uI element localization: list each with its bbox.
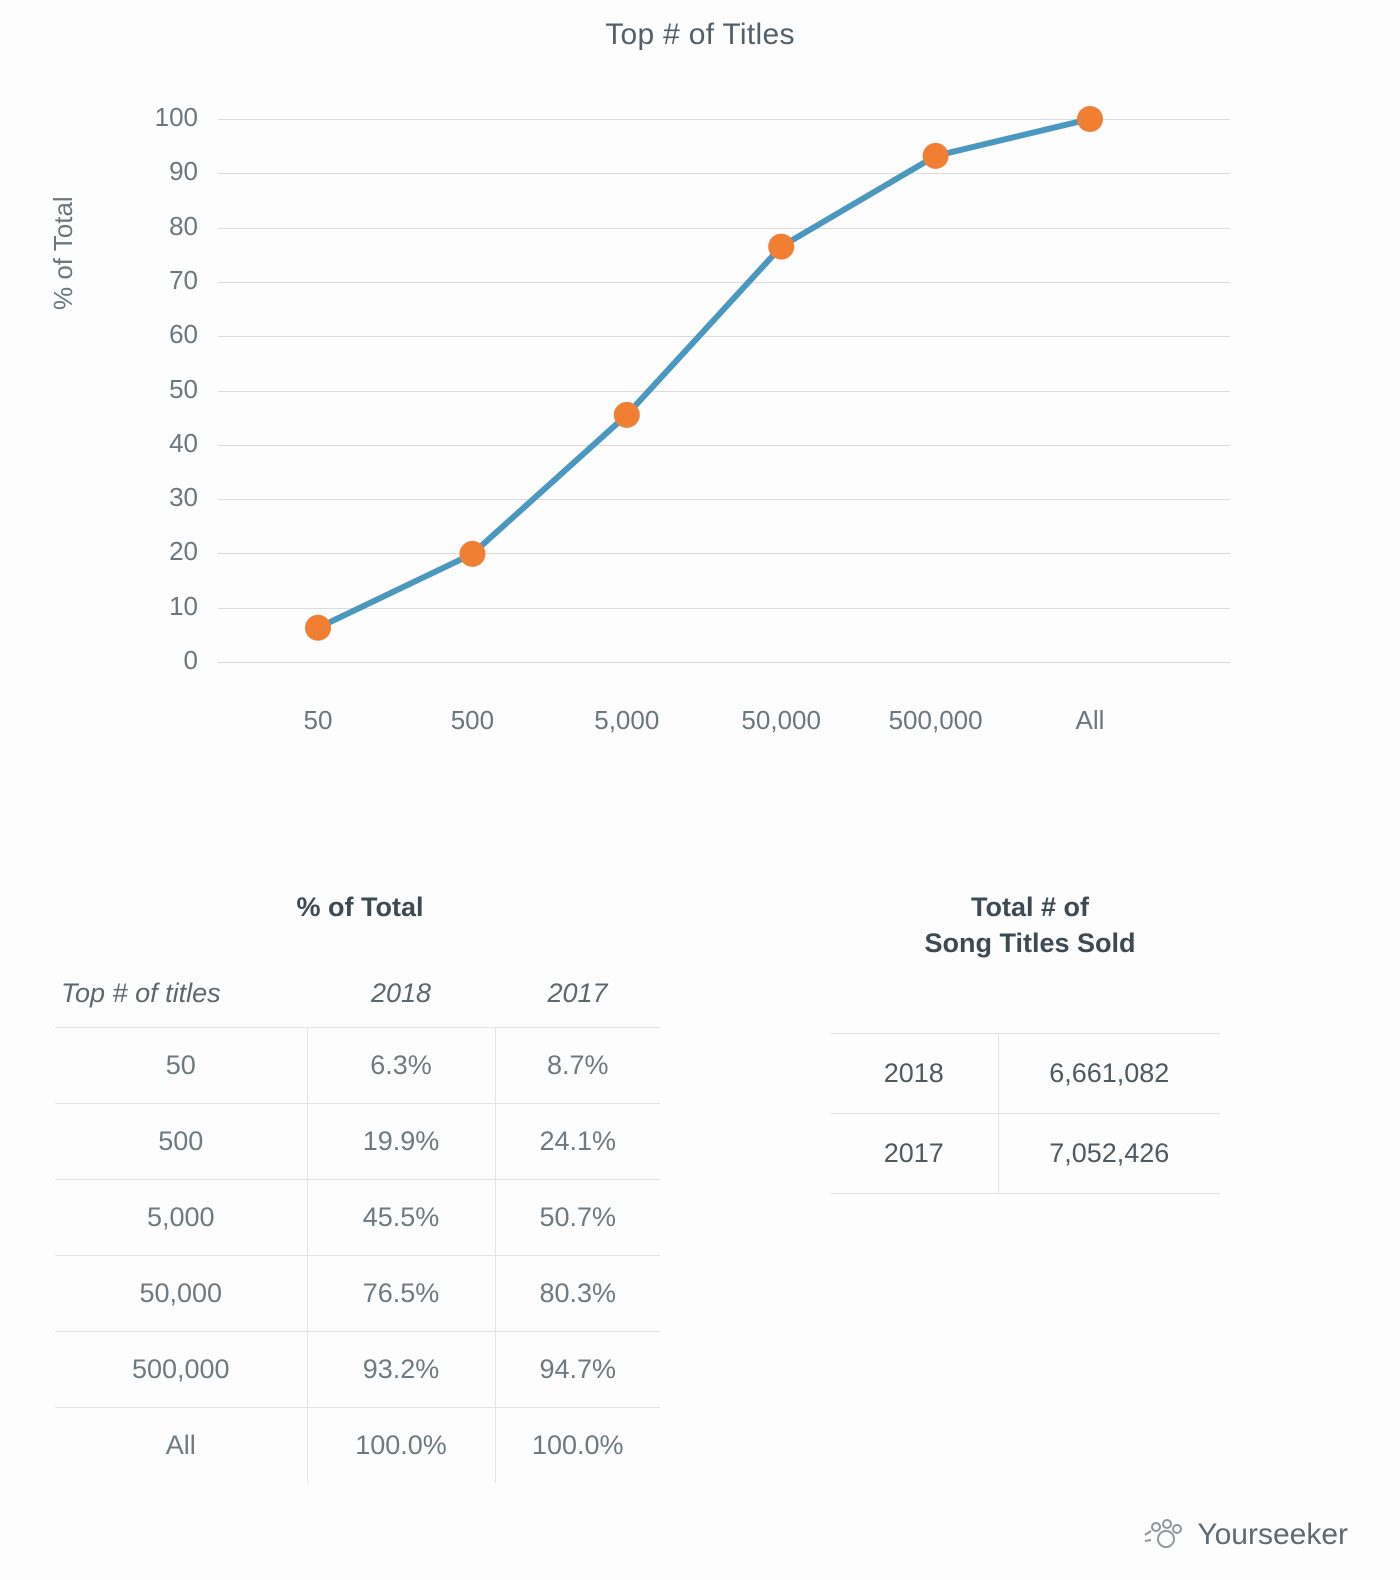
total-table-title [830, 890, 1230, 961]
table-row [830, 1114, 1220, 1194]
table-cell: 5,000 [55, 1179, 307, 1255]
data-point-marker [459, 541, 485, 567]
data-point-marker [614, 402, 640, 428]
y-axis-title: % of Total [48, 196, 78, 310]
y-tick-label: 0 [183, 645, 198, 675]
chart-title: Top # of Titles [605, 18, 795, 51]
series-line-2018 [318, 119, 1090, 628]
y-tick-label: 20 [169, 536, 198, 567]
value-cell: 6,661,082 [998, 1034, 1220, 1114]
table-cell: 100.0% [307, 1407, 495, 1483]
column-header-2017: 2017 [547, 977, 608, 1008]
data-point-marker [923, 143, 949, 169]
y-tick-label: 60 [169, 319, 198, 350]
table-cell: 94.7% [495, 1331, 660, 1407]
total-titles-sold-table-block [830, 890, 1230, 1194]
table-cell: 500,000 [55, 1331, 307, 1407]
table-cell: 8.7% [495, 1027, 660, 1103]
watermark-label: Yourseeker [1197, 1518, 1348, 1551]
table-cell: 50,000 [55, 1255, 307, 1331]
table-row [830, 1034, 1220, 1114]
column-header-2018: 2018 [370, 977, 432, 1008]
table-row [55, 1255, 660, 1331]
table-row [55, 1407, 660, 1483]
table-cell: 80.3% [495, 1255, 660, 1331]
y-tick-label: 40 [169, 427, 198, 458]
pct-of-total-table-block [55, 890, 665, 1483]
table-cell: 24.1% [495, 1103, 660, 1179]
y-tick-label: 10 [169, 590, 198, 621]
series-markers [305, 106, 1103, 641]
table-row [55, 1027, 660, 1103]
table-row [55, 1179, 660, 1255]
data-point-marker [768, 234, 794, 260]
total-titles-sold-table [830, 1033, 1220, 1194]
y-tick-label: 80 [169, 210, 198, 241]
data-point-marker [305, 615, 331, 641]
total-table-title-line1: Total # of [971, 892, 1089, 922]
table-cell: All [55, 1407, 307, 1483]
x-tick-label: 50,000 [741, 705, 821, 735]
total-table-title-line2: Song Titles Sold [924, 927, 1136, 958]
pct-table-title: % of Total [296, 892, 424, 922]
table-cell: 6.3% [307, 1027, 495, 1103]
table-row [55, 1103, 660, 1179]
x-tick-label: 5,000 [594, 705, 660, 735]
y-tick-label: 70 [169, 264, 198, 295]
table-cell: 19.9% [307, 1103, 495, 1179]
y-tick-label: 90 [169, 156, 198, 187]
table-cell: 50 [55, 1027, 307, 1103]
x-tick-label: All [1075, 705, 1105, 735]
year-cell: 2017 [830, 1114, 998, 1194]
watermark [1143, 1518, 1348, 1552]
year-cell: 2018 [830, 1034, 998, 1114]
y-tick-label: 50 [169, 373, 198, 404]
table-cell: 93.2% [307, 1331, 495, 1407]
column-header-top-titles: Top # of titles [61, 977, 221, 1008]
pct-of-total-table [55, 968, 660, 1483]
paw-icon [1143, 1518, 1185, 1552]
data-point-marker [1077, 106, 1103, 132]
table-cell: 45.5% [307, 1179, 495, 1255]
table-row [55, 1331, 660, 1407]
y-tick-label: 100 [154, 102, 198, 132]
x-tick-label: 500 [450, 705, 495, 735]
table-cell: 500 [55, 1103, 307, 1179]
table-header-row [55, 968, 660, 1028]
x-tick-label: 500,000 [888, 705, 983, 735]
x-tick-label: 50 [303, 705, 333, 735]
y-tick-label: 30 [169, 482, 198, 513]
table-cell: 76.5% [307, 1255, 495, 1331]
table-cell: 50.7% [495, 1179, 660, 1255]
table-cell: 100.0% [495, 1407, 660, 1483]
value-cell: 7,052,426 [998, 1114, 1220, 1194]
